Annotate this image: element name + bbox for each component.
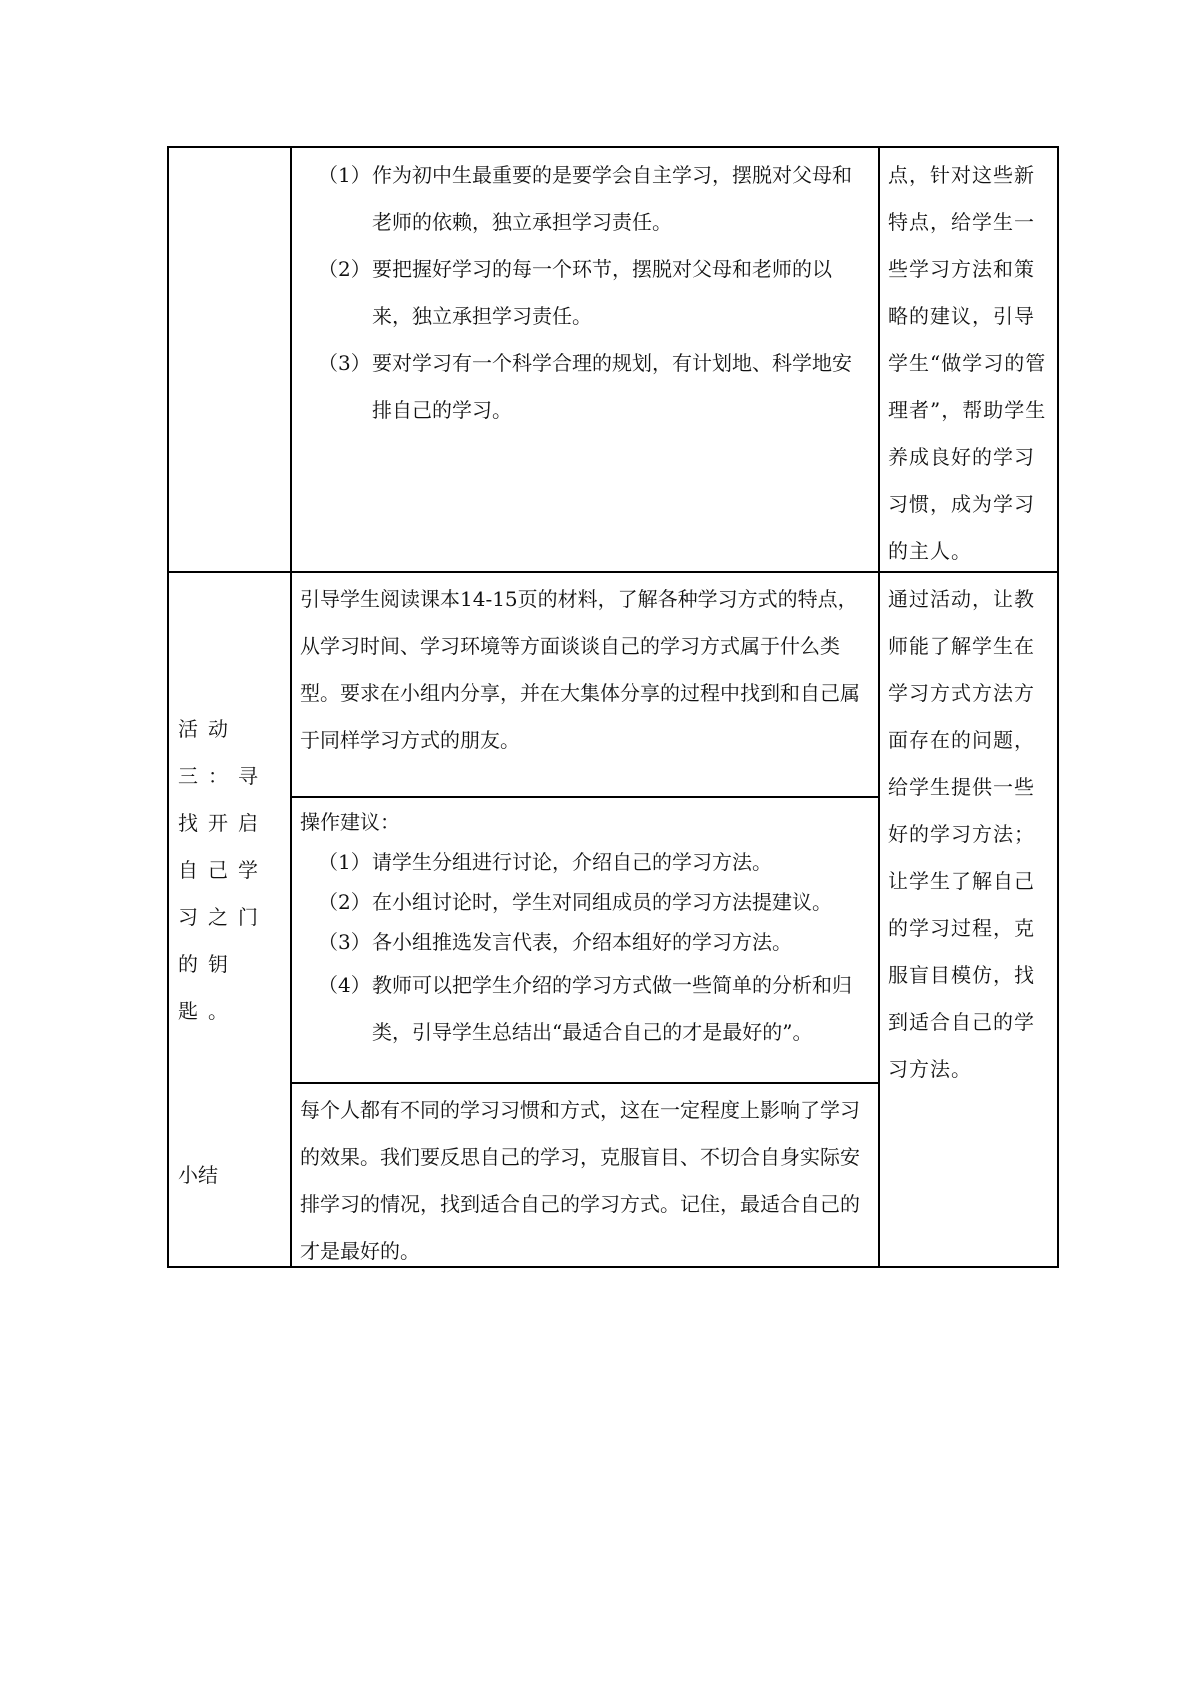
summary-text: 每个人都有不同的学习习惯和方式，这在一定程度上影响了学习的效果。我们要反思自己的学习，克服盲目、不切合自身实际安排学习的情况，找到适合自己的学习方式。记住，最适合自己的才是最好的。 xyxy=(300,1098,860,1263)
item-text: 在小组讨论时，学生对同组成员的学习方法提建议。 xyxy=(372,890,832,914)
row2-right-text: 通过活动，让教师能了解学生在学习方式方法方面存在的问题，给学生提供一些好的学习方法；让学生了解自己的学习过程，克服盲目模仿，找到适合自己的学习方法。 xyxy=(888,587,1035,1081)
item-text: 请学生分组进行讨论，介绍自己的学习方法。 xyxy=(372,850,772,874)
list-item xyxy=(300,842,872,882)
list-item xyxy=(300,962,872,1056)
item-text: 要对学习有一个科学合理的规划，有计划地、科学地安排自己的学习。 xyxy=(372,351,852,422)
item-number: （1） xyxy=(318,163,371,187)
row2-left-cell xyxy=(178,706,286,1035)
list-item xyxy=(300,152,870,246)
list-item xyxy=(300,340,870,434)
table-border-left xyxy=(167,146,169,1268)
item-text: 教师可以把学生介绍的学习方式做一些简单的分析和归类，引导学生总结出“最适合自己的才是最好的”。 xyxy=(372,973,852,1044)
activity-intro: 引导学生阅读课本14-15页的材料，了解各种学习方式的特点，从学习时间、学习环境等方面谈谈自己的学习方式属于什么类型。要求在小组内分享，并在大集体分享的过程中找到和自己属于同样学习方式的朋友。 xyxy=(300,587,860,752)
ops-title-text: 操作建议： xyxy=(300,810,400,834)
item-number: （2） xyxy=(318,257,371,281)
list-item xyxy=(300,246,870,340)
item-number: （3） xyxy=(318,930,371,954)
row3-middle-cell xyxy=(300,1087,872,1275)
row2-intro-cell xyxy=(300,576,872,764)
item-text: 作为初中生最重要的是要学会自主学习，摆脱对父母和老师的依赖，独立承担学习责任。 xyxy=(372,163,852,234)
item-text: 各小组推选发言代表，介绍本组好的学习方法。 xyxy=(372,930,792,954)
item-number: （1） xyxy=(318,850,371,874)
item-number: （4） xyxy=(318,973,371,997)
row1-middle-cell xyxy=(300,152,870,434)
item-text: 要把握好学习的每一个环节，摆脱对父母和老师的以来，独立承担学习责任。 xyxy=(372,257,832,328)
row1-right-text: 点，针对这些新特点，给学生一些学习方法和策略的建议，引导学生“做学习的管理者”，帮助学生养成良好的学习习惯，成为学习的主人。 xyxy=(888,163,1047,563)
item-number: （2） xyxy=(318,890,371,914)
item-number: （3） xyxy=(318,351,371,375)
row2-right-cell xyxy=(888,576,1050,1093)
col2-divider xyxy=(878,146,880,1268)
col1-divider xyxy=(290,146,292,1268)
table-border-top xyxy=(167,146,1057,148)
row2-ops-cell xyxy=(300,802,872,1056)
ops-bottom-border xyxy=(290,1082,879,1084)
ops-title xyxy=(300,802,872,842)
summary-label: 小结 xyxy=(178,1163,218,1187)
activity-title: 活动三：寻找开启自己学习之门的钥匙。 xyxy=(178,717,268,1023)
row1-right-cell xyxy=(888,152,1050,575)
list-item xyxy=(300,922,872,962)
intro-bottom-border xyxy=(290,796,879,798)
table-border-right xyxy=(1057,146,1059,1268)
list-item xyxy=(300,882,872,922)
row3-left-cell xyxy=(178,1152,286,1199)
